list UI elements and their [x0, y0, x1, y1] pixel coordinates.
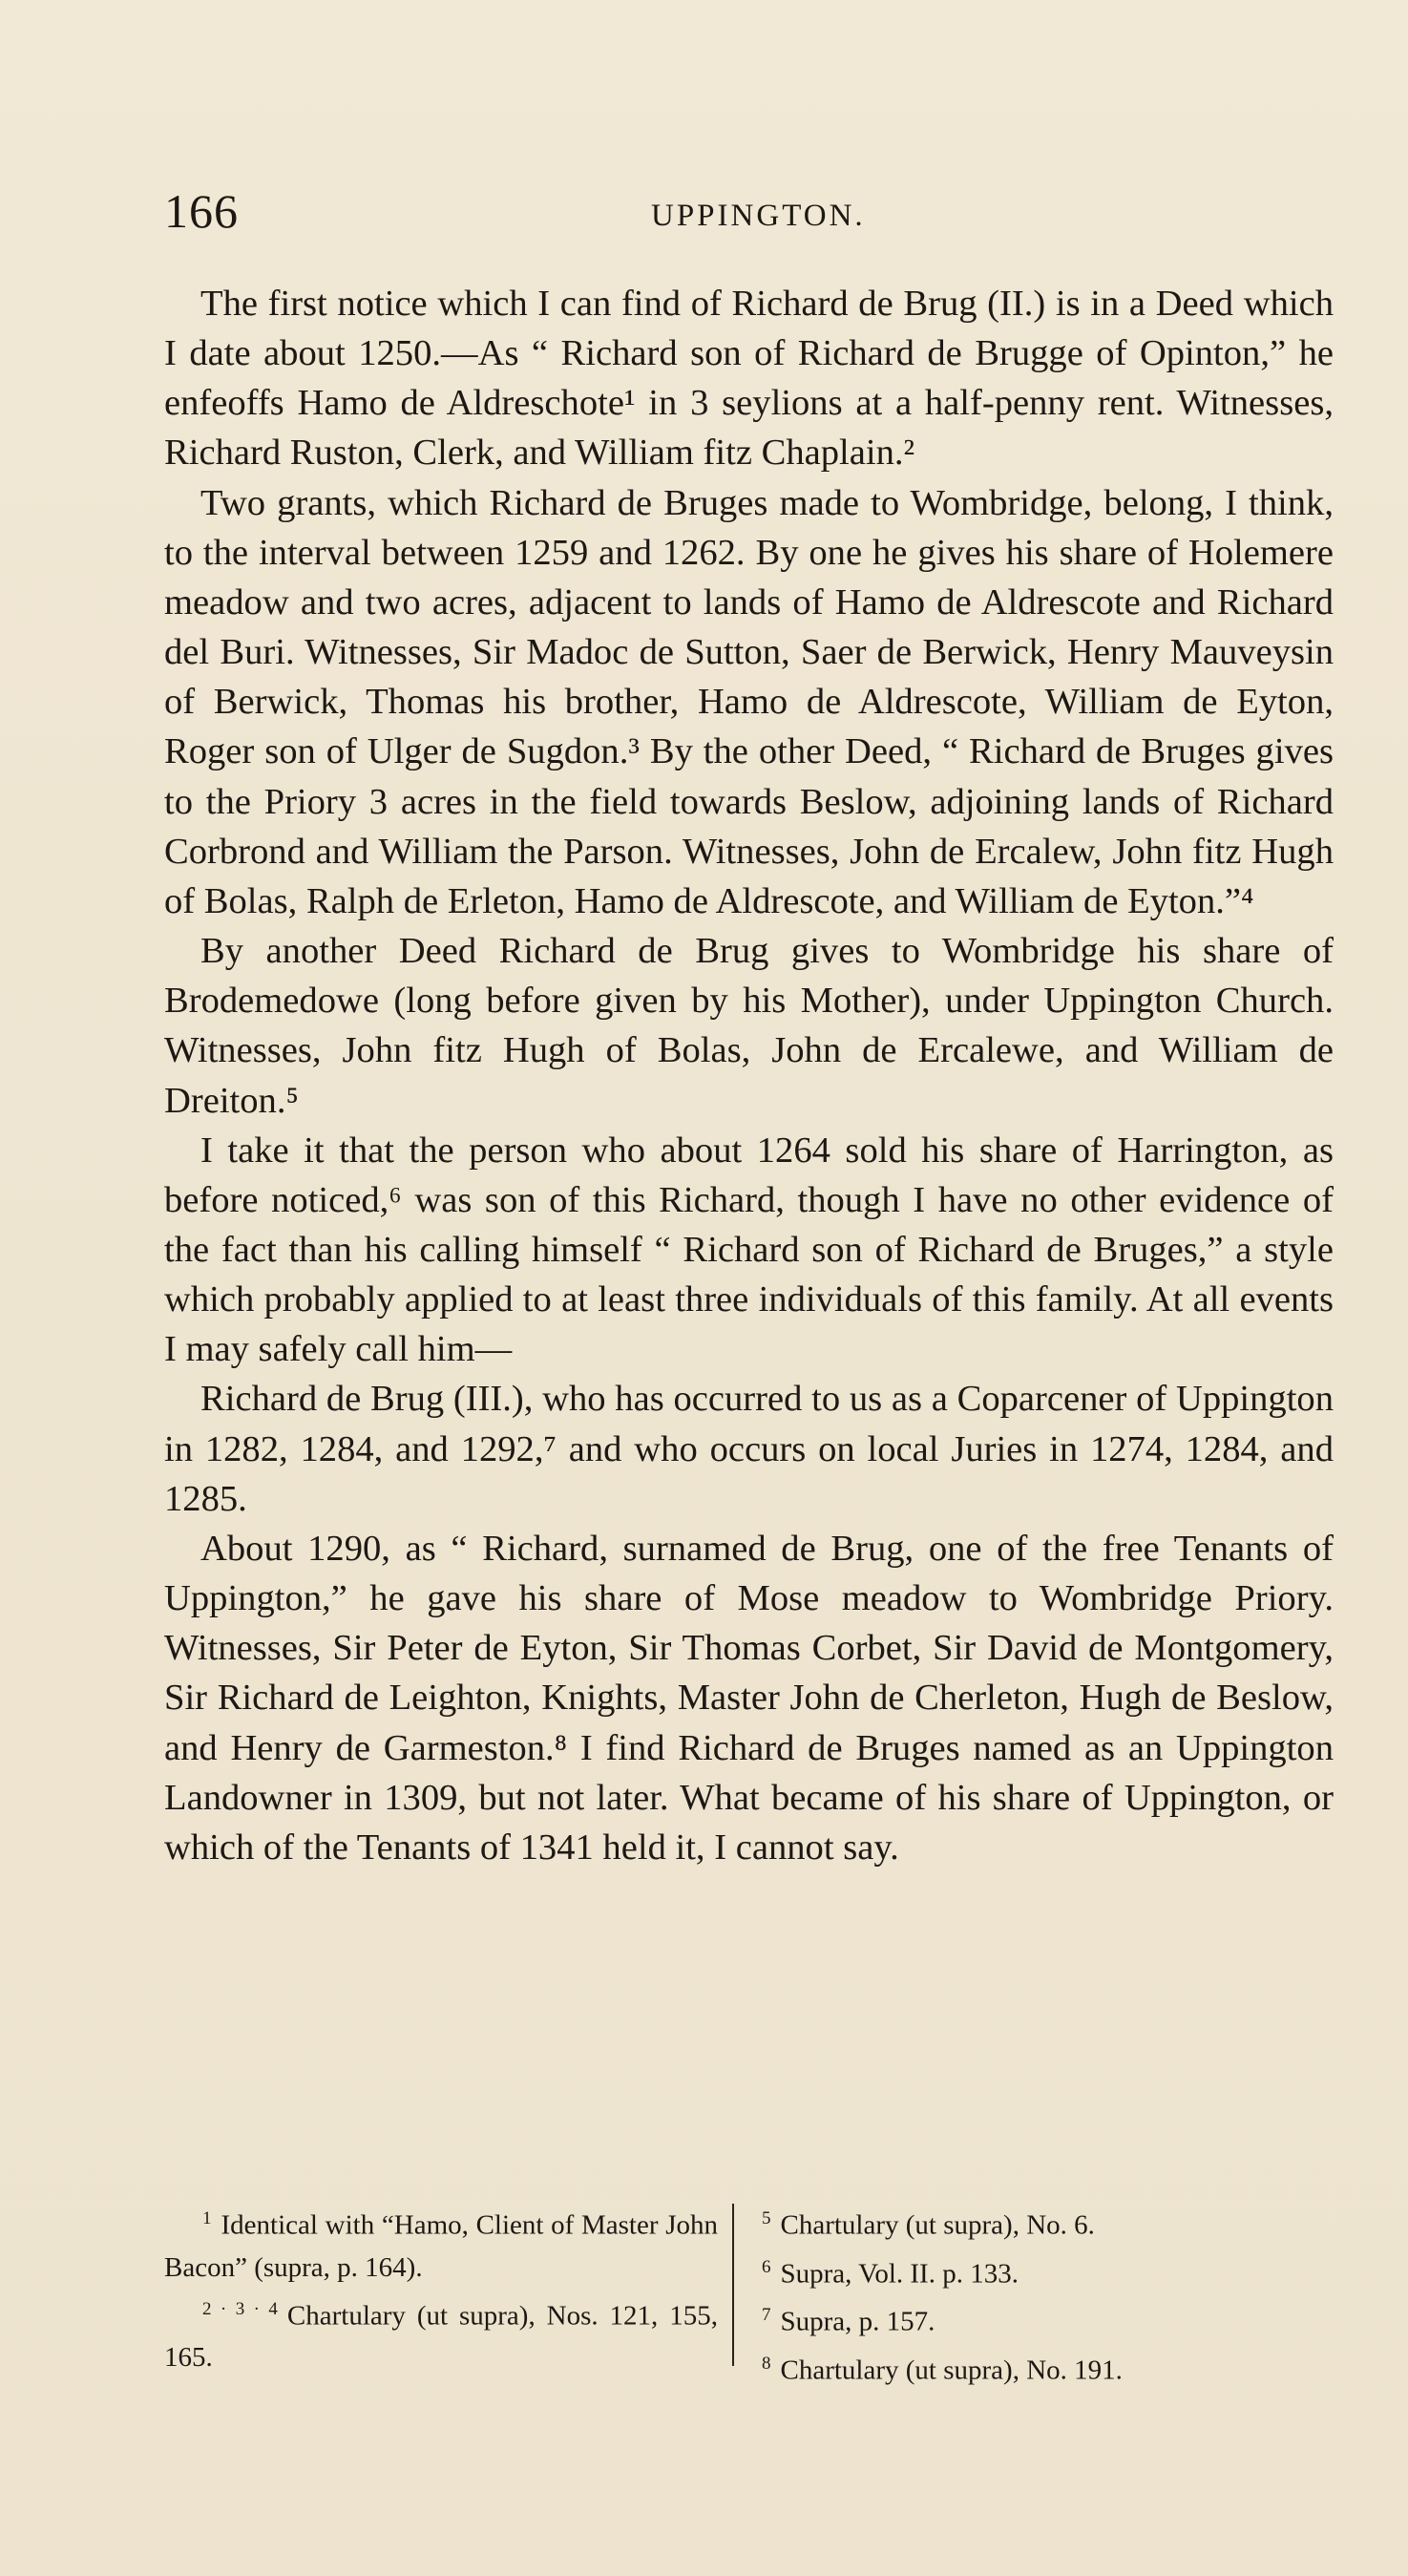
- paragraph: I take it that the person who about 1264 sold his share of Harrington, as before noticed,⁶ was son of this Richard, though I have no other evidence of the fact than his calling himself “ Richard son of Richard de Bruges,” a style which probably applied to at least three individuals of this family. At all events I may safely call him—: [164, 1130, 1334, 1370]
- footnote-mark: 7: [762, 2305, 771, 2326]
- footnote: [748, 2343, 1245, 2392]
- footnote: [164, 2289, 718, 2379]
- footnotes-left-column: [164, 2198, 718, 2378]
- running-head: UPPINGTON.: [651, 199, 866, 233]
- footnote-text: Identical with “Hamo, Client of Master John Bacon” (supra, p. 164).: [164, 2209, 718, 2283]
- footnote: [748, 2247, 1245, 2295]
- footnote-mark: 2 · 3 · 4: [202, 2298, 278, 2319]
- footnote-text: Supra, Vol. II. p. 133.: [780, 2258, 1019, 2290]
- paragraph: The first notice which I can find of Richard de Brug (II.) is in a Deed which I date about 1250.—As “ Richard son of Richard de Brugge of Opinton,” he enfeoffs Hamo de Aldreschote¹ in 3 seylions at a half-penny rent. Witnesses, Richard Ruston, Clerk, and William fitz Chaplain.²: [164, 284, 1334, 474]
- paragraph: Richard de Brug (III.), who has occurred to us as a Coparcener of Uppington in 1282, 1284, and 1292,⁷ and who occurs on local Juries in 1274, 1284, and 1285.: [164, 1379, 1334, 1519]
- footnote-mark: 1: [202, 2208, 212, 2228]
- footnote-text: Supra, p. 157.: [780, 2306, 935, 2337]
- footnote: [748, 2294, 1245, 2343]
- footnote-text: Chartulary (ut supra), No. 191.: [780, 2354, 1123, 2386]
- body-text: [164, 279, 1334, 1872]
- footnote: [748, 2198, 1245, 2247]
- footnote-mark: 6: [762, 2256, 771, 2277]
- footnotes-right-column: [748, 2198, 1245, 2392]
- paragraph: By another Deed Richard de Brug gives to Wombridge his share of Brodemedowe (long before given by his Mother), under Uppington Church. Witnesses, John fitz Hugh of Bolas, John de Ercalewe, and William de Dreiton.⁵: [164, 931, 1334, 1121]
- page-number: 166: [164, 184, 239, 238]
- page-header: [164, 183, 1252, 241]
- footnote-column-divider: [732, 2204, 734, 2366]
- footnote: [164, 2198, 718, 2289]
- footnote-mark: 5: [762, 2208, 771, 2228]
- paragraph: Two grants, which Richard de Bruges made to Wombridge, belong, I think, to the interval between 1259 and 1262. By one he gives his share of Holemere meadow and two acres, adjacent to lands of Hamo de Aldrescote and Richard del Buri. Witnesses, Sir Madoc de Sutton, Saer de Berwick, Henry Mauveysin of Berwick, Thomas his brother, Hamo de Aldrescote, William de Eyton, Roger son of Ulger de Sugdon.³ By the other Deed, “ Richard de Bruges gives to the Priory 3 acres in the field towards Beslow, adjoining lands of Richard Corbrond and William the Parson. Witnesses, John de Ercalew, John fitz Hugh of Bolas, Ralph de Erleton, Hamo de Aldrescote, and William de Eyton.”⁴: [164, 482, 1334, 921]
- paragraph: About 1290, as “ Richard, surnamed de Brug, one of the free Tenants of Uppington,” he gave his share of Mose meadow to Wombridge Priory. Witnesses, Sir Peter de Eyton, Sir Thomas Corbet, Sir David de Montgomery, Sir Richard de Leighton, Knights, Master John de Cherleton, Hugh de Beslow, and Henry de Garmeston.⁸ I find Richard de Bruges named as an Uppington Landowner in 1309, but not later. What became of his share of Uppington, or which of the Tenants of 1341 held it, I cannot say.: [164, 1528, 1334, 1868]
- footnote-text: Chartulary (ut supra), Nos. 121, 155, 165.: [164, 2300, 718, 2374]
- footnote-text: Chartulary (ut supra), No. 6.: [780, 2209, 1095, 2241]
- footnote-mark: 8: [762, 2353, 771, 2374]
